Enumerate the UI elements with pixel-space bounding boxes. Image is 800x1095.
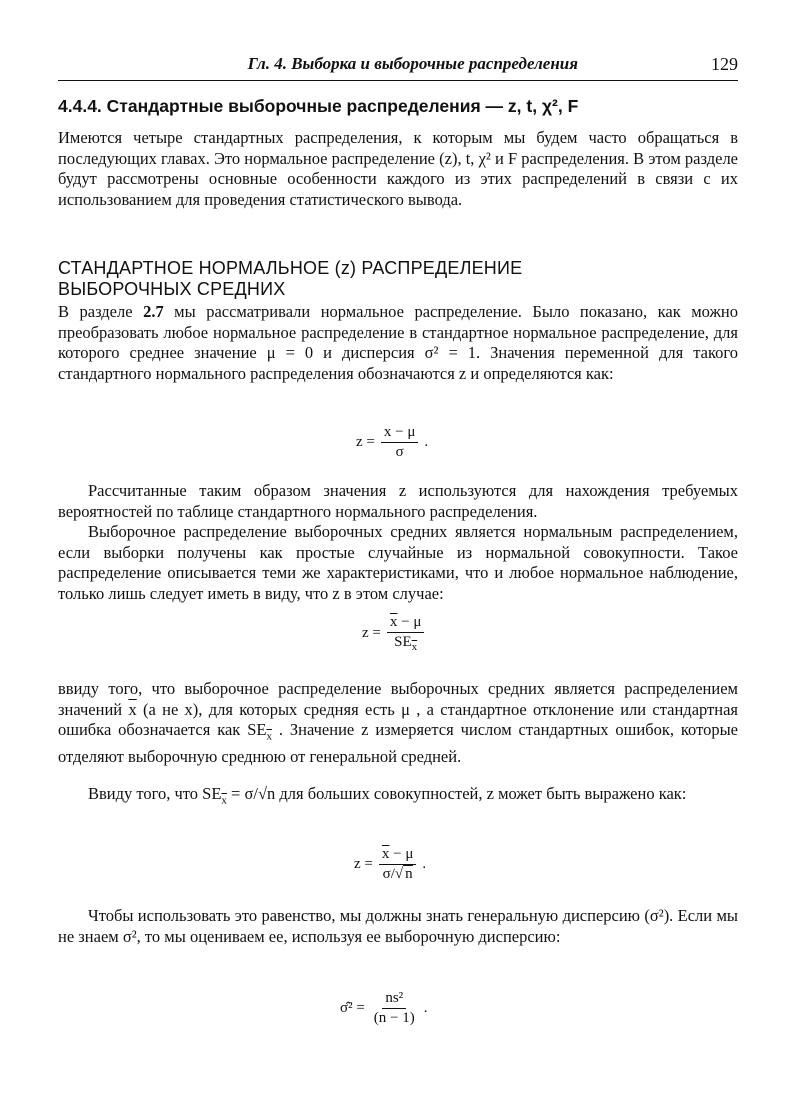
p1-ref: 2.7 xyxy=(143,302,164,321)
formula-zl-denominator: σ/√ n xyxy=(382,866,413,882)
formula-v-denominator: (n − 1) xyxy=(373,1010,415,1026)
p5-text-b: = σ/√n для больших совокупностей, z может быть выражено как: xyxy=(226,784,687,803)
p5-sub: x xyxy=(221,794,227,807)
formula-zl-num-rest: − μ xyxy=(389,846,414,862)
intro-paragraph: Имеются четыре стандартных распределения, к которым мы будем часто обращаться в последующих главах. Это нормальное распределение (z), t, χ² и F распределения. В этом разделе будут рассмотрены основные особенности каждого из этих распределений в связи с их использованием для проведения статистического вывода. xyxy=(58,128,738,209)
p4-text-b: (а не x), для которых средняя есть μ , а стандартное отклонение или стандартная ошибка обозначается как SE xyxy=(58,699,738,739)
formula-zs-lhs: z = xyxy=(362,625,381,641)
paragraph-2: Рассчитанные таким образом значения z используются для нахождения требуемых вероятностей по таблице стандартного нормального распределения. xyxy=(58,481,738,521)
formula-zl-tail: . xyxy=(422,856,427,872)
p4-xbar: $\overline{x}$ xyxy=(128,699,137,719)
formula-zs-se-sub: x xyxy=(411,641,418,653)
p4-text-c: . Значение z измеряется числом стандартных ошибок, которые отделяют выборочную среднюю от генеральной средней. xyxy=(58,720,738,766)
paragraph-6: Чтобы использовать это равенство, мы должны знать генеральную дисперсию (σ²). Если мы не знаем σ², то мы оцениваем ее, используя ее выборочную дисперсию: xyxy=(58,906,738,946)
formula-zs-se: SE xyxy=(394,634,412,650)
chapter-title: Гл. 4. Выборка и выборочные распределения xyxy=(247,54,578,73)
p4-sub: x xyxy=(266,730,272,743)
formula-z-lhs: z = xyxy=(356,434,375,450)
formula-zs-num-rest: − μ xyxy=(397,614,422,630)
formula-z-sample-mean xyxy=(362,614,424,653)
formula-variance-estimate xyxy=(340,990,428,1027)
subsection-heading xyxy=(58,258,658,300)
formula-z xyxy=(356,424,428,461)
formula-v-numerator: ns² xyxy=(382,990,406,1009)
subsection-heading-line1: СТАНДАРТНОЕ НОРМАЛЬНОЕ (z) РАСПРЕДЕЛЕНИЕ xyxy=(58,258,523,278)
formula-zs-xbar: $\overline{x}$ xyxy=(389,614,398,630)
formula-zl-den-sqrt: n xyxy=(405,866,413,882)
formula-zs-denominator xyxy=(391,633,420,653)
p1-text-a: В разделе xyxy=(58,302,144,321)
formula-zl-lhs: z = xyxy=(354,856,373,872)
p1-text-b: мы рассматривали нормальное распределение. Было показано, как можно преобразовать любое нормальное распределение в стандартное нормальное распределение, для которого среднее значение μ = 0 и дисперсия σ² = 1. Значения переменной для такого стандартного нормального распределения обозначаются z и определяются как: xyxy=(58,302,738,383)
formula-z-numerator: x − μ xyxy=(381,424,419,443)
p4-text-a: ввиду того, что выборочное распределение выборочных средних является распределением значений xyxy=(58,679,738,719)
paragraph-1 xyxy=(58,302,738,384)
formula-v-fraction xyxy=(371,990,418,1027)
formula-zl-xbar: $\overline{x}$ xyxy=(381,846,390,862)
p5-text-a: Ввиду того, что SE xyxy=(88,784,222,803)
formula-v-lhs: σ̂² = xyxy=(340,1000,365,1016)
formula-z-large-sample xyxy=(354,846,426,883)
running-header xyxy=(58,54,738,81)
formula-z-tail: . xyxy=(424,434,429,450)
page-number: 129 xyxy=(711,54,738,74)
paragraph-3: Выборочное распределение выборочных средних является нормальным распределением, если выборки получены как простые случайные из нормальной совокупности. Такое распределение описывается теми же характеристиками, что и любое нормальное наблюдение, только лишь следует иметь в виду, что z в этом случае: xyxy=(58,522,738,603)
paragraph-5 xyxy=(58,784,738,811)
formula-zl-den-a: σ/ xyxy=(382,866,395,882)
formula-zl-fraction xyxy=(379,846,417,883)
paragraph-4 xyxy=(58,679,738,767)
formula-zs-fraction xyxy=(387,614,425,653)
formula-zl-numerator xyxy=(379,846,417,865)
formula-v-tail: . xyxy=(423,1000,428,1016)
formula-z-denominator: σ xyxy=(395,444,404,460)
formula-zs-numerator xyxy=(387,614,425,633)
section-title: 4.4.4. Стандартные выборочные распределения — z, t, χ², F xyxy=(58,96,579,116)
subsection-heading-line2: ВЫБОРОЧНЫХ СРЕДНИХ xyxy=(58,279,286,299)
formula-z-fraction xyxy=(381,424,419,461)
